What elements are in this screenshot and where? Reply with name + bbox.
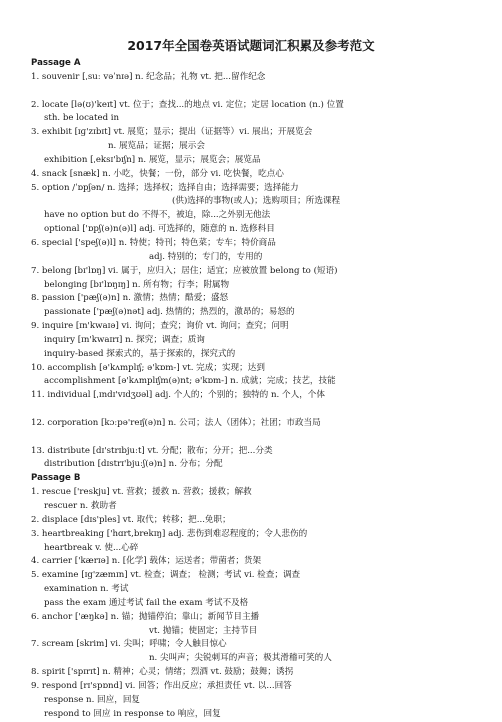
line-text: 4. snack [snæk] n. 小吃，快餐；一份，部分 vi. 吃快餐，吃点心 [31,168,284,179]
vocab-line [0,652,502,666]
vocab-line [0,666,502,680]
vocab-line [0,348,502,362]
vocab-line [0,417,502,431]
line-text: 5. examine [ɪg'zæmɪn] vt. 检查；调查； 检测；考试 vi. 检查；调查 [31,570,301,581]
line-text: 6. special ['speʃ(ə)l] n. 特使；特刊；特色菜；专车；特价商品 [31,237,276,248]
line-text: 1. souvenir [ˌsuː vəˈnɪə] n. 纪念品；礼物 vt. 把...留作纪念 [31,71,266,82]
line-text: examination n. 考试 [44,584,129,595]
line-text: 12. corporation [kɔːpə'reɪʃ(ə)n] n. 公司；法人（团体）；社团；市政当局 [31,417,321,428]
line-text: optional ['ɒpʃ(ə)n(ə)l] adj. 可选择的，随意的 n. 选修科目 [44,224,275,235]
vocab-line [0,334,502,348]
vocab-line [0,514,502,528]
vocab-line [0,209,502,223]
line-text: 5. option /ˈɒpʃən/ n. 选择；选择权；选择自由；选择需要；选择能力 [31,182,299,193]
line-text: 8. passion ['pæʃ(ə)n] n. 激情；热情；酷爱；盛怒 [31,293,229,304]
vocab-line [0,251,502,265]
vocab-line [0,279,502,293]
line-text: 9. respond [rɪ'spɒnd] vi. 回答；作出反应；承担责任 vt. 以...回答 [31,680,292,691]
line-text: Passage B [31,473,81,484]
vocab-line [0,458,502,472]
line-text: 3. heartbreaking ['hɑrt,brekɪŋ] adj. 悲伤到难忍程度的；令人悲伤的 [31,528,308,539]
vocab-line [0,625,502,639]
line-text: rescuer n. 救助者 [44,501,117,511]
line-text: inquiry-based 探索式的，基于探索的，探究式的 [44,348,236,359]
vocab-line [0,500,502,514]
vocab-line [0,638,502,652]
line-text: 1. rescue ['reskju] vt. 营救；援救 n. 营救；援救；解救 [31,487,252,498]
vocab-line [0,611,502,625]
line-text: 13. distribute [dɪ'strɪbjuːt] vt. 分配；散布；分开；把...分类 [31,445,273,456]
line-text: response n. 回应，回复 [44,694,141,705]
vocab-line [0,555,502,569]
line-text: 7. scream [skrim] vi. 尖叫；呼啸；令人触目惊心 [31,639,227,650]
vocab-line [0,265,502,279]
line-text: inquiry [ɪn'kwaɪrɪ] n. 探究；调查；质询 [44,334,205,345]
line-text: distribution [dɪstrɪ'bjuːʃ(ə)n] n. 分布；分配 [44,459,223,470]
vocab-line [0,168,502,182]
vocab-line [0,292,502,306]
vocab-line [0,85,502,99]
vocab-line [0,99,502,113]
line-text: 11. individual [ˌɪndɪ'vɪdʒʊəl] adj. 个人的；个别的；独特的 n. 个人，个体 [31,390,325,401]
vocab-line [0,306,502,320]
vocab-line [0,528,502,542]
vocabulary-list [0,57,502,722]
vocab-line [0,126,502,140]
vocab-line [0,431,502,445]
line-text: n. 尖叫声；尖锐刺耳的声音；极其滑稽可笑的人 [149,653,332,664]
line-text: pass the exam 通过考试 fail the exam 考试不及格 [44,597,249,608]
line-text: 8. spirit ['spɪrɪt] n. 精神；心灵；情绪；烈酒 vt. 鼓励；鼓舞；诱拐 [31,667,294,678]
vocab-line [0,694,502,708]
vocab-line [0,362,502,376]
line-text: have no option but do 不得不，被迫，除...之外别无他法 [44,210,271,221]
line-text: n. 展览品；证据；展示会 [108,141,205,152]
vocab-line [0,403,502,417]
vocab-line [0,154,502,168]
vocab-line [0,389,502,403]
vocab-line [0,182,502,196]
line-text: 2. displace [dɪs'ples] vt. 取代；转移；把...免职； [31,514,231,525]
vocab-line [0,223,502,237]
line-text: 9. inquire [ɪn'kwaɪə] vi. 询问；查究；询价 vt. 询问；查究；问明 [31,321,289,332]
line-text: 7. belong [bɪ'lɒŋ] vi. 属于，应归入；居住；适宜；应被放置 belong to (短语) [31,265,338,276]
vocab-line [0,597,502,611]
line-text: passionate ['pæʃ(ə)nət] adj. 热情的；热烈的，激昂的；易怒的 [44,307,295,318]
line-text: Passage A [31,58,81,68]
line-text: sth. be located in [44,113,120,124]
section-heading [0,57,502,71]
line-text: respond to 回应 in response to 响应，回复 [44,708,221,719]
line-text: 6. anchor ['æŋkə] n. 锚；抛锚停泊；靠山；新闻节目主播 [31,611,260,622]
vocab-line [0,320,502,334]
line-text: 4. carrier ['kærɪə] n. [化学] 载体；运送者；带菌者；货架 [31,556,262,567]
section-heading [0,472,502,486]
vocab-line [0,375,502,389]
vocab-line [0,112,502,126]
line-text: vt. 抛锚；使固定；主持节目 [149,625,258,636]
vocab-line [0,140,502,154]
vocab-line [0,445,502,459]
line-text: 10. accomplish [ə'kʌmplɪʃ; ə'kɒm-] vt. 完成；实现；达到 [31,362,265,373]
line-text: heartbreak v. 使...心碎 [44,542,139,553]
line-text: exhibition [ˌeksɪ'bɪʃn] n. 展览，显示；展览会；展览品 [44,154,261,165]
line-text: belonging [bɪ'lɒŋɪŋ] n. 所有物；行李；附属物 [44,279,230,290]
line-text: (供)选择的事物(或人)；选购项目；所选课程 [172,196,341,207]
line-text: accomplishment [ə'kʌmplɪʃm(ə)nt; ə'kɒm-] n. 成就；完成；技艺，技能 [44,376,336,387]
vocab-line [0,569,502,583]
line-text: adj. 特别的；专门的，专用的 [149,251,263,262]
vocab-line [0,195,502,209]
vocab-line [0,708,502,722]
vocab-line [0,680,502,694]
document-title: 2017年全国卷英语试题词汇积累及参考范文 [127,38,375,53]
vocab-line [0,542,502,556]
vocab-line [0,486,502,500]
vocab-line [0,583,502,597]
vocab-line [0,71,502,85]
line-text: 3. exhibit [ɪɡ'zɪbɪt] vt. 展览；显示；提出（证据等）vi. 展出；开展览会 [31,127,313,138]
vocab-line [0,237,502,251]
line-text: 2. locate [lə(ʊ)'keɪt] vt. 位于；查找...的地点 vi. 定位；定居 location (n.) 位置 [31,99,344,110]
